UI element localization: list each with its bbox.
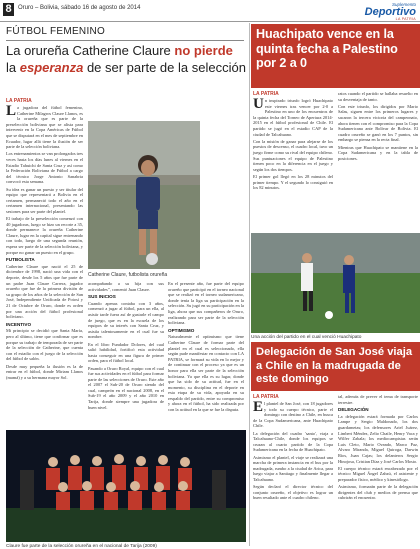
paragraph: Asimismo, formarán parte de la delegación dirigentes del club y medios de prensa que cubrirán el encuentro. — [338, 484, 418, 501]
article-column-1 — [6, 105, 83, 427]
photo-caption: Claure fue parte de la selección orureña en el nacional de Tarija (2009) — [6, 544, 157, 549]
subheading: OPTIMISMO — [168, 327, 195, 333]
paragraph: Pasando a Oruro Royal, equipo con el cual fue sus actividades en el fútbol para formar parte de las selecciones de Oruro. Este año el 2007 el Sub-20 de Oruro siendo del cual, campeón en el nacional 2008, en el Sub-19 el año 2009 y el año 2010 en Tarija, donde siempre una jugadora de buen nivel. — [88, 365, 164, 410]
paragraph: En el libro Fundador Dolores, del cual salió habilidad, fortificó esta actividad hasta conseguir en una figura de primer orden, para el fútbol local. — [88, 341, 164, 364]
dropcap: E — [253, 399, 264, 415]
brand-sub: LA PATRIA — [395, 17, 416, 21]
subheading: FUTBOLISTA — [6, 257, 35, 263]
headline-text-1: La orureña Catherine Claure — [6, 43, 175, 58]
paragraph: Mientras que Huachipato se mantiene en la Copa Sudamericana y en la tabla de posiciones. — [338, 144, 418, 161]
article-column-2 — [88, 281, 164, 427]
subheading: INCENTIVO — [6, 321, 32, 327]
paragraph: tal, además de prever el tema de transporte terrestre. — [338, 394, 418, 405]
photo-match-action — [251, 233, 420, 333]
photo-illustration — [88, 121, 200, 269]
photo-caption: Una acción del partido en el cual venció Huachipato — [251, 335, 362, 340]
paragraph: El trabajo de la preselección comenzó con 40 jugadoras, luego se hizo un recorte a 35, donde permanece la orureña Catherine Claure, lugar en la capital sigue entrenando con todo, luego de una segunda reunión, espera ser parte de la selección boliviana, y porque no ganar un puesto en el grupo. — [6, 216, 83, 255]
article-catherine-claure — [0, 23, 249, 549]
paragraph: Naturalmente el optimismo que tiene Catherine Claure de formar parte del plantel en el cual es seleccionado, ella según pude manifestar en contacto con LA PATRIA, se formará su vida en lo mejor y de continuar con el proceso ya que es un honor para ella ser parte de la selección boliviana. Ya que ella es su lugar, donde que ha sido de su actitud, fue en el momento, su disciplina en el deporte en esta etapa de su vida, apoyada en su respaldo del partido, entre su compromiso y ahora en el fútbol, ha sido realizada por con la actitud en la que se fue la disputa. — [168, 334, 244, 413]
subheading: DELEGACIÓN — [338, 407, 369, 413]
section-title: FÚTBOL FEMENINO — [6, 26, 106, 37]
paragraph: a jugadora del fútbol femenino, Catherine Milagros Claure Llanos, es la orureña que es parte de la preselección boliviana que se alista para intervenir en la Copa Américas de Fútbol que se disputará en el mes de septiembre en Ecuador, lugar allá tiene la ilusión de ser parte de la selección boliviana. — [6, 105, 83, 150]
paragraph: Cuando apenas contaba con 3 años, comenzó a jugar al fútbol, para un ella, al asistir tarde fuera así de gustarle el campo de juego, que es en la escuela de los equipos de su interés con Santa Cruz, y asistía talentosamente en el cual fue su nombre. — [88, 300, 164, 340]
subheading: SUS INICIOS — [88, 294, 116, 300]
paragraph: Con este triunfo, los dirigidos por Mario Salas, siguen entre los primeros lugares y sacaron la tercera victoria del campeonato, ahora tienen con el compromiso para la Copa Sudamericana ante Bolívar de Bolivia. El cuadro orureño se ganó en los 7 puntos, sin embargo se piensa en la recta final. — [338, 103, 418, 143]
match-photo-illustration — [251, 233, 420, 333]
article-kicker: LA PATRIA — [6, 98, 32, 104]
column-divider — [249, 23, 250, 546]
article-kicker: LA PATRIA — [253, 394, 279, 400]
san-jose-column-1 — [253, 401, 333, 545]
paragraph: Según declaró el director técnico del conjunto orureño, el objetivo es lograr un buen resultado ante el cuadro chileno. — [253, 484, 333, 501]
headline-red: no pierde — [174, 43, 233, 58]
page-number: 8 — [3, 3, 14, 16]
section-rule — [6, 40, 244, 41]
paragraph: La delegación estará formada por Carlos Lampe y Sergio Maldonado, los dos guardametas; los defensores Ariel Juárez, Limbert Méndez, Zelio Chaile, Henry Vaca y Wilfer Zabala; los mediocampistas serán Luis Cleto, Mario Ovando, Marco Paz, Alvaro Miranda, Miguel Quiroga, Darwin Ríos, Juan Cajas; los delanteros Sergio Hinojosa, Cristian Díaz y José Carlos Mosto. — [338, 413, 418, 464]
article-headline — [6, 42, 246, 76]
paragraph: En el presente año, fue parte del equipo orureño que participó en el torneo nacional que se realizó en el torneo sudamericano, donde tenía la liga su participación en la selección. Su jugó en su participación en la liga, ahora que sus compañeros de Oruro, realizando para ser parte de la selección boliviana. — [168, 281, 244, 326]
huachipato-column-1 — [253, 98, 333, 230]
paragraph: l plantel de San José, con 18 jugadores y todo su cuerpo técnico, parte el domingo con destino a Chile, en busca de la Copa Sudamericana, ante Huachipato Chile. — [253, 401, 333, 429]
headline-huachipato: Huachipato vence en la quinta fecha a Palestino por 2 a 0 — [251, 24, 420, 88]
paragraph: La delegación del cuadro 'santo', viaja a Talcahuano-Chile, donde los equipos se cruzan al cuarto partido de la Copa Sudamericana en la fecha de Huachipato. — [253, 430, 333, 453]
paragraph: Desde muy pequeña la ilusión es la de entrar en el fútbol, donde Miriam Llanos (mamá) y a su hermana mayor Sol. — [6, 363, 83, 380]
san-jose-column-2 — [338, 394, 418, 545]
brand-main: Deportivo — [364, 6, 416, 18]
page-header — [0, 0, 420, 22]
paragraph: n inspirado triunfo logró Huachipato este viernes tras vencer por 2-0 a Palestino en uno de los encuentros de la quinta fecha del Torneo de Apertura 2014-2015 en el fútbol profesional de Chile. El partido se jugó en el estadio CAP de la ciudad de Talcahuano. — [253, 98, 333, 137]
team-photo-illustration — [6, 430, 246, 542]
article-kicker: LA PATRIA — [253, 91, 279, 97]
paragraph: Asimismo el plantel, el viaje se realizará una marcha de primera instancia en el bus por la madrugada, rumbo a la ciudad de Arica, para luego viajar a Santiago y finalmente llegar a Talcahuano. — [253, 454, 333, 482]
photo-team-night — [6, 430, 246, 542]
photo-caption: Catherine Claure, futbolista orureña — [88, 272, 168, 278]
paragraph: Su idea es ganar un puesto y ser titular del equipo que representará a Bolivia en el certamen, permaneció todo el año en el certamen internacional, presentando las sesiones para ser parte del plantel. — [6, 186, 83, 214]
dateline: Oruro – Bolivia, sábado 16 de agosto de 2014 — [18, 5, 141, 11]
huachipato-column-2 — [338, 91, 418, 230]
paragraph: ratos cuando el partido se hallaba resuelto en su desventaja de tanto. — [338, 91, 418, 102]
headline-san-jose: Delegación de San José viaja a Chile en la madrugada de este domingo — [251, 342, 420, 391]
headline-text-3: de ser parte de la selección — [83, 60, 246, 75]
paragraph: El primer gol llegó en los 28 minutos del primer tiempo. Y el segundo lo consiguió en los 82 minutos. — [253, 173, 333, 191]
supplement-logo — [342, 2, 416, 20]
right-articles — [251, 23, 420, 546]
headline-highlight: esperanza — [19, 60, 84, 75]
paragraph: Mi principio se decidió que Santa María, pero al último, tiene que confirmar que es porque su trabajo de temporada de ser parte de la selección de Catherine, que cuenta con el estadio con el juego de la selección del fútbol de salón. — [6, 328, 83, 362]
dropcap: U — [253, 96, 264, 112]
article-column-3 — [168, 281, 244, 427]
paragraph: Con la misión de ganar para alejarse de los puestos de descenso, el cuadro local, tuvo un juego firme como su rival del equipo chileno. Sus puntuaciones el equipo de Palestino tienen poco en la diferencia en el juego y según los dos tiempos. — [253, 138, 333, 172]
headline-text-2: la — [6, 60, 20, 75]
paragraph: acompañando a su hija con sus actividades”, comentó Juan Claure. — [88, 281, 164, 292]
brand-sup: Suplemento — [391, 2, 416, 7]
paragraph: Catherine Claure que nació el 25 de diciembre de 1998, nació una vida con el deporte, desde los 5 años que fue parte de un padre Juan Claure Carrera, jugador orureño que fue de la primera división de su grupo de los años de la selección de San José, Independiente Unificada de Potosí y 21 de Octubre de Oruro, donde es orden por una acción del fútbol profesional boliviano. — [6, 263, 83, 320]
photo-catherine-claure — [88, 121, 200, 269]
dropcap: L — [6, 103, 17, 119]
paragraph: Los entrenamientos se van prolongados tres veces hasta los días lunes al viernes en el Estadio Tahuichi de Santa Cruz y así como la Federación Boliviana de Fútbol a cargo del técnico Jorge Antonio Sanabria convocó esta semana. — [6, 151, 83, 185]
paragraph: El cuerpo técnico estará encabezado por el técnico Miguel Ángel Zahzú, el asistente y preparador físico, médico y kinesiólogo. — [338, 465, 418, 482]
